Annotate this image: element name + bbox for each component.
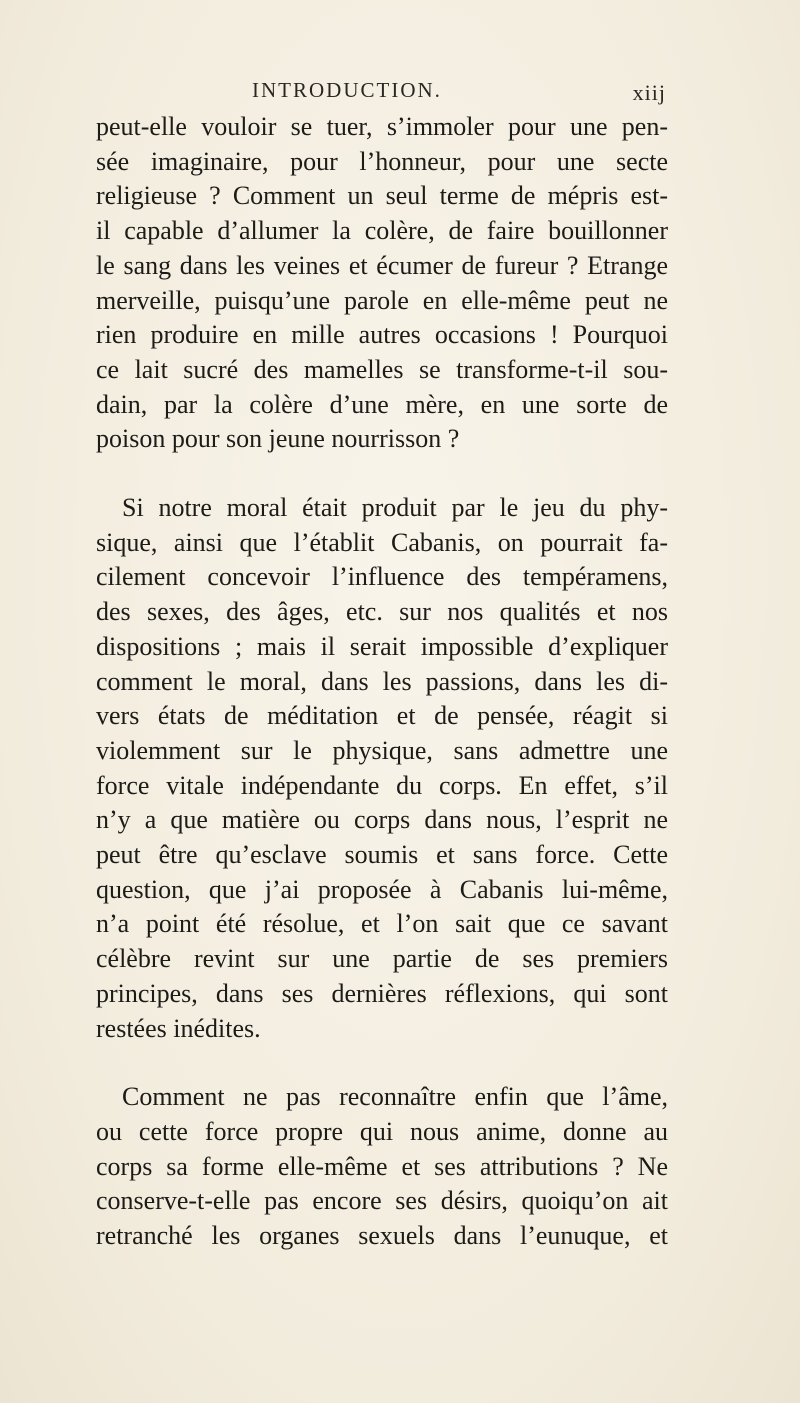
text-line: dispositions ; mais il serait impossible d’expliquer (96, 631, 668, 661)
text-line: corps sa forme elle-même et ses attributions ? Ne (96, 1151, 668, 1181)
text-line: ou cette force propre qui nous anime, donne au (96, 1116, 668, 1146)
text-line: Si notre moral était produit par le jeu du phy- (122, 493, 668, 523)
text-line: sique, ainsi que l’établit Cabanis, on pourrait fa- (96, 527, 668, 557)
running-head-title: INTRODUCTION. (252, 78, 442, 102)
text-line: poison pour son jeune nourrisson ? (96, 424, 460, 454)
text-line: violemment sur le physique, sans admettre une (96, 735, 668, 765)
text-line: cilement concevoir l’influence des tempéramens, (96, 562, 668, 592)
text-line: le sang dans les veines et écumer de fureur ? Etrange (96, 250, 668, 280)
text-line: restées inédites. (96, 1013, 261, 1043)
paragraph-1 (96, 110, 668, 457)
body-text (96, 110, 668, 1254)
text-line: rien produire en mille autres occasions ! Pourquoi (96, 320, 668, 350)
running-head (96, 78, 666, 108)
text-line: vers états de méditation et de pensée, réagit si (96, 701, 668, 731)
text-line: conserve-t-elle pas encore ses désirs, quoiqu’on ait (96, 1186, 668, 1216)
text-line: célèbre revint sur une partie de ses premiers (96, 944, 668, 974)
text-line: force vitale indépendante du corps. En effet, s’il (96, 770, 668, 800)
paragraph-gap (96, 457, 668, 491)
text-line: n’a point été résolue, et l’on sait que ce savant (96, 909, 668, 939)
text-line: des sexes, des âges, etc. sur nos qualités et nos (96, 597, 668, 627)
text-line: peut être qu’esclave soumis et sans force. Cette (96, 840, 668, 870)
text-line: sée imaginaire, pour l’honneur, pour une secte (96, 146, 668, 176)
paragraph-gap (96, 1046, 668, 1080)
page-number: xiij (632, 80, 666, 105)
paragraph-3 (96, 1080, 668, 1254)
text-line: comment le moral, dans les passions, dans les di- (96, 666, 668, 696)
text-line: question, que j’ai proposée à Cabanis lui-même, (96, 874, 668, 904)
text-line: n’y a que matière ou corps dans nous, l’esprit ne (96, 805, 668, 835)
text-line: il capable d’allumer la colère, de faire bouillonner (96, 216, 668, 246)
paragraph-2 (96, 491, 668, 1046)
text-line: merveille, puisqu’une parole en elle-même peut ne (96, 285, 668, 315)
text-line: peut-elle vouloir se tuer, s’immoler pour une pen- (96, 112, 668, 141)
text-line: dain, par la colère d’une mère, en une sorte de (96, 389, 668, 419)
text-line: retranché les organes sexuels dans l’eunuque, et (96, 1221, 668, 1251)
text-line: Comment ne pas reconnaître enfin que l’âme, (122, 1082, 668, 1112)
text-line: ce lait sucré des mamelles se transforme-t-il sou- (96, 354, 668, 384)
text-line: religieuse ? Comment un seul terme de mépris est- (96, 181, 668, 211)
text-line: principes, dans ses dernières réflexions, qui sont (96, 978, 668, 1008)
